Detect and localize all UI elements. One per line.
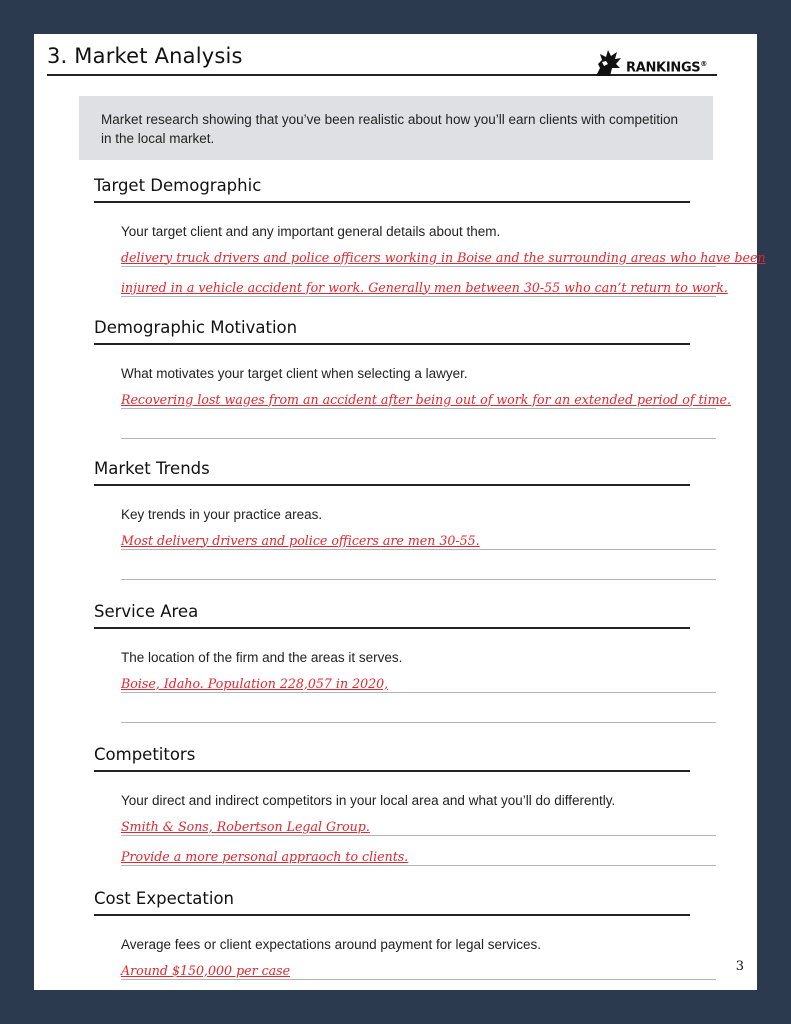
answer-line[interactable] xyxy=(121,954,716,980)
section-description: Your target client and any important general details about them. xyxy=(121,223,501,239)
section-description: Key trends in your practice areas. xyxy=(121,506,323,522)
section-divider xyxy=(94,484,690,486)
answer-text: Most delivery drivers and police officers are men 30-55. xyxy=(121,532,480,548)
section-cost-expectation xyxy=(94,887,734,980)
section-description: Your direct and indirect competitors in your local area and what you’ll do differently. xyxy=(121,792,616,808)
section-title: Cost Expectation xyxy=(94,889,235,908)
answer-line[interactable] xyxy=(121,241,766,267)
section-title: Market Trends xyxy=(94,459,210,478)
page-title: 3. Market Analysis xyxy=(47,44,243,68)
answer-line[interactable] xyxy=(121,693,716,723)
intro-box: Market research showing that you’ve been realistic about how you’ll earn clients with competition in the local market. xyxy=(79,96,713,160)
section-target-demographic xyxy=(94,174,766,297)
section-description: The location of the firm and the areas it serves. xyxy=(121,649,403,665)
answer-text: Around $150,000 per case xyxy=(121,962,291,978)
answer-text: Recovering lost wages from an accident after being out of work for an extended period of time. xyxy=(121,391,731,407)
section-title: Demographic Motivation xyxy=(94,318,298,337)
registered-mark: ® xyxy=(700,60,708,68)
answer-line[interactable] xyxy=(121,267,728,297)
section-competitors xyxy=(94,743,734,866)
answer-text: Smith & Sons, Robertson Legal Group. xyxy=(121,818,370,834)
section-divider xyxy=(94,201,690,203)
answer-line[interactable] xyxy=(121,524,716,550)
answer-line[interactable] xyxy=(121,550,716,580)
answer-text: injured in a vehicle accident for work. Generally men between 30-55 who can’t return to work. xyxy=(121,279,728,295)
answer-text: Boise, Idaho. Population 228,057 in 2020, xyxy=(121,675,389,691)
section-demographic-motivation xyxy=(94,316,734,439)
page-number: 3 xyxy=(735,959,744,974)
section-market-trends xyxy=(94,457,734,580)
griffin-icon xyxy=(590,46,624,78)
section-description: Average fees or client expectations around payment for legal services. xyxy=(121,936,541,952)
section-title: Competitors xyxy=(94,745,196,764)
answer-line[interactable] xyxy=(121,810,716,836)
section-title: Service Area xyxy=(94,602,199,621)
document-page xyxy=(34,34,766,990)
section-divider xyxy=(94,914,690,916)
answer-line[interactable] xyxy=(121,836,716,866)
section-divider xyxy=(94,770,690,772)
logo-wordmark: RANKINGS® xyxy=(626,60,708,76)
rankings-logo xyxy=(590,46,720,78)
section-divider xyxy=(94,627,690,629)
answer-line[interactable] xyxy=(121,667,716,693)
section-title: Target Demographic xyxy=(94,176,262,195)
answer-line[interactable] xyxy=(121,383,731,409)
section-description: What motivates your target client when selecting a lawyer. xyxy=(121,365,468,381)
answer-text: Provide a more personal appraoch to clients. xyxy=(121,848,409,864)
section-service-area xyxy=(94,600,734,723)
section-divider xyxy=(94,343,690,345)
answer-line[interactable] xyxy=(121,409,716,439)
answer-text: delivery truck drivers and police officers working in Boise and the surrounding areas who have been xyxy=(121,249,766,265)
